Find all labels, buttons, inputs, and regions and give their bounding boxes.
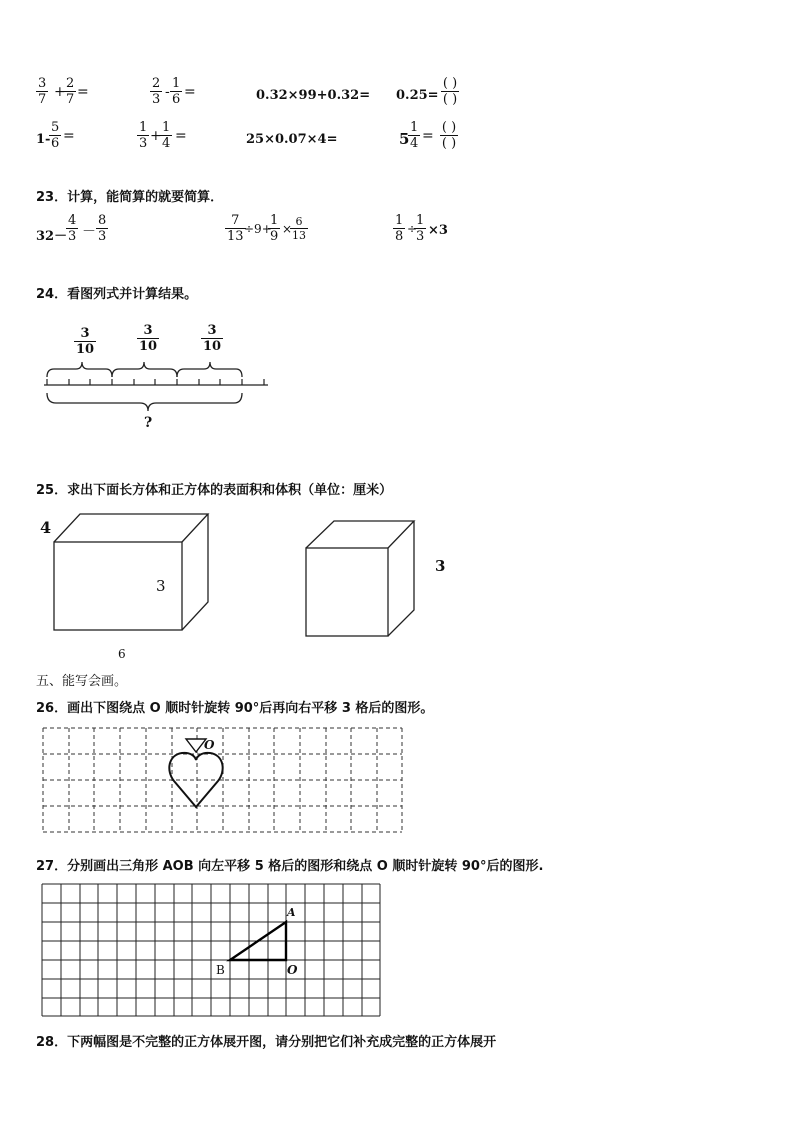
fraction: $\frac{8}{3}$ [98,213,107,244]
expression-lead: 0.25= [396,88,439,103]
fraction: $\frac{5}{6}$ [51,120,60,151]
cuboid-height-label: 4 [40,518,52,537]
operator: ÷9+ [244,222,272,236]
fraction: $\frac{2}{7}$ [66,76,75,107]
operator: × [282,222,293,236]
operator: ×3 [428,223,448,238]
equals: = [422,128,434,144]
number-line-diagram [40,355,275,415]
equals: = [77,84,89,100]
question-28-title: 28．下两幅图是不完整的正方体展开图，请分别把它们补充成完整的正方体展开 [36,1035,497,1050]
vertex-a-label: A [287,906,296,919]
fraction: $\frac{1}{9}$ [270,213,279,244]
fraction: $\frac{1}{8}$ [395,213,404,244]
point-o-label: O [204,738,215,752]
section-5-title: 五、能写会画。 [36,674,128,689]
vertex-b-label: B [216,963,225,977]
question-25-title: 25．求出下面长方体和正方体的表面积和体积（单位：厘米） [36,483,393,498]
fraction: $\frac{1}{3}$ [416,213,425,244]
cuboid-length-label: 6 [118,647,126,661]
expression: 0.32×99+0.32= [256,88,371,103]
question-24-title: 24．看图列式并计算结果。 [36,287,198,302]
equals: = [175,128,187,144]
fraction: $\frac{4}{3}$ [68,213,77,244]
operator: + [150,128,162,144]
operator: － [82,224,96,240]
cuboid-width-label: 3 [156,577,166,595]
segment-label: $\frac{3}{10}$ [139,323,158,354]
fraction: $\frac{1}{3}$ [139,120,148,151]
mixed-whole: 5 [399,130,410,148]
operator: + [54,84,66,100]
operator: ÷ [407,222,418,236]
fraction: $\frac{1}{6}$ [172,76,181,107]
expression-lead: 32－ [36,229,68,244]
fraction: $\frac{3}{7}$ [38,76,47,107]
cube-edge-label: 3 [435,557,446,575]
equals: = [184,84,196,100]
grid-triangle [40,882,385,1020]
question-mark: ? [144,415,153,431]
expression: 25×0.07×4= [246,132,338,147]
cuboid-figure [50,510,215,635]
fraction: $\frac{7}{13}$ [227,213,244,244]
expression-lead: 1- [36,132,51,147]
blank-fraction[interactable]: ( ) ( ) [442,76,458,107]
operator: - [165,84,170,100]
dashed-grid-heart [40,725,405,837]
fraction: $\frac{6}{13}$ [292,215,306,242]
segment-label: $\frac{3}{10}$ [76,326,95,357]
question-27-title: 27．分别画出三角形 AOB 向左平移 5 格后的图形和绕点 O 顺时针旋转 90°后的图形. [36,859,544,874]
segment-label: $\frac{3}{10}$ [203,323,222,354]
blank-fraction[interactable]: ( ) ( ) [441,120,457,151]
cube-figure [303,518,418,640]
fraction: $\frac{1}{4}$ [162,120,171,151]
question-26-title: 26．画出下图绕点 O 顺时针旋转 90°后再向右平移 3 格后的图形。 [36,701,434,716]
fraction: $\frac{2}{3}$ [152,76,161,107]
fraction: $\frac{1}{4}$ [410,120,419,151]
equals: = [63,128,75,144]
question-23-title: 23．计算，能简算的就要简算． [36,190,224,205]
vertex-o-label: O [287,963,298,977]
